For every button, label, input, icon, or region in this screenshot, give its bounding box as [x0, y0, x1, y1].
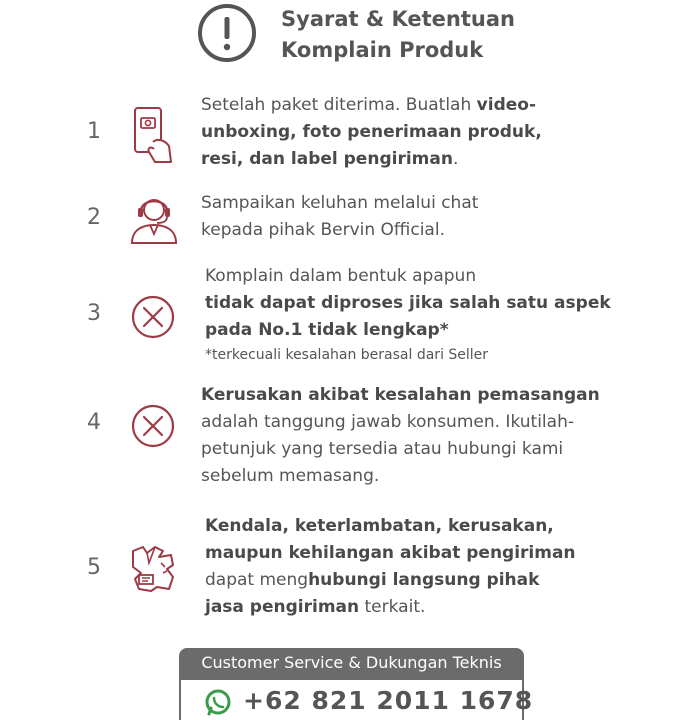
text-segment-bold: Kerusakan akibat kesalahan pemasangan — [201, 385, 600, 405]
header — [0, 0, 700, 70]
step-text — [201, 92, 542, 173]
text-segment-bold: pada No.1 tidak lengkap* — [205, 320, 449, 340]
whatsapp-icon — [203, 688, 233, 718]
text-segment: terkait. — [359, 597, 426, 617]
text-segment-bold: maupun kehilangan akibat pengiriman — [205, 543, 576, 563]
text-segment-bold: jasa pengiriman — [205, 597, 360, 617]
phone-number[interactable]: +62 821 2011 1678 — [243, 686, 534, 715]
damaged-package-icon — [129, 543, 177, 593]
text-segment-bold: Kendala, keterlambatan, kerusakan, — [205, 516, 554, 536]
step-line — [201, 382, 600, 409]
step-line: kepada pihak Bervin Official. — [201, 220, 445, 240]
step-number: 4 — [87, 410, 101, 435]
step-line — [201, 146, 542, 173]
title-line-1: Syarat & Ketentuan — [281, 7, 515, 31]
step-number: 3 — [87, 301, 101, 326]
step-line — [205, 513, 576, 540]
step-line: adalah tanggung jawab konsumen. Ikutilah- — [201, 412, 574, 432]
step-number: 5 — [87, 555, 101, 580]
phone-photo-icon — [129, 106, 175, 166]
step-number: 2 — [87, 205, 101, 230]
step-text — [205, 263, 611, 366]
title-line-2: Komplain Produk — [281, 38, 484, 62]
step-line: petunjuk yang tersedia atau hubungi kami — [201, 439, 564, 459]
step-line — [205, 594, 576, 621]
phone-contact-box[interactable] — [179, 678, 534, 720]
step-line — [201, 119, 542, 146]
step-line: Komplain dalam bentuk apapun — [205, 266, 477, 286]
step-text — [205, 513, 576, 621]
text-segment-bold: video- — [476, 95, 536, 115]
customer-service-icon — [126, 190, 182, 246]
step-line: sebelum memasang. — [201, 466, 380, 486]
step-line — [205, 567, 576, 594]
step-line — [201, 92, 542, 119]
text-segment-bold: resi, dan label pengiriman — [201, 149, 453, 169]
text-segment-bold: unboxing, foto penerimaan produk, — [201, 122, 542, 142]
customer-service-label: Customer Service & Dukungan Teknis — [179, 648, 524, 678]
text-segment-bold: hubungi langsung pihak — [308, 570, 540, 590]
step-text — [201, 382, 600, 490]
step-line — [205, 290, 611, 317]
step-line — [205, 317, 611, 344]
step-note: *terkecuali kesalahan berasal dari Seller — [205, 347, 489, 363]
text-segment: . — [452, 149, 459, 169]
text-segment-bold: tidak dapat diproses jika salah satu aspek — [205, 293, 611, 313]
step-text — [201, 190, 478, 244]
page-title — [281, 4, 515, 66]
step-line — [205, 540, 576, 567]
text-segment: Setelah paket diterima. Buatlah — [201, 95, 477, 115]
x-circle-icon — [130, 294, 176, 340]
alert-icon — [196, 2, 258, 64]
step-line: Sampaikan keluhan melalui chat — [201, 193, 479, 213]
text-segment: dapat meng — [205, 570, 309, 590]
step-number: 1 — [87, 119, 101, 144]
x-circle-icon — [130, 403, 176, 449]
